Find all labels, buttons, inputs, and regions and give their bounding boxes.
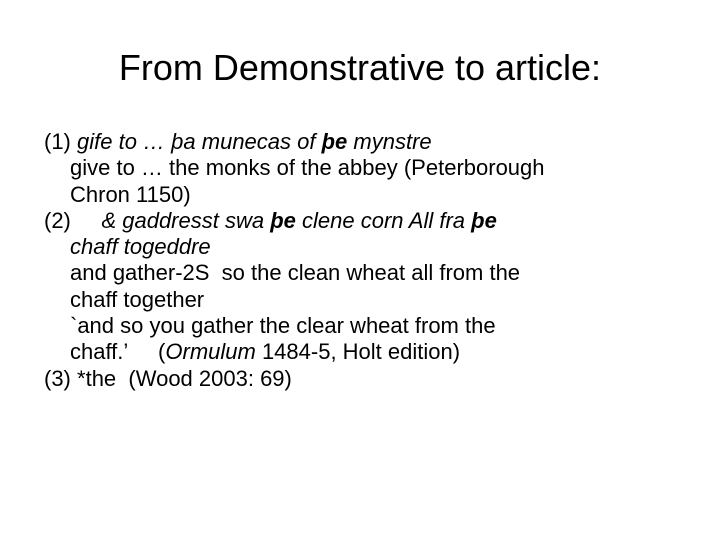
example-2-gloss-1: and gather-2S so the clean wheat all from the — [70, 260, 521, 286]
example-2-line-2: chaff togeddre — [70, 234, 211, 260]
slide-body — [44, 129, 704, 392]
example-1-gloss-1: give to … the monks of the abbey (Peterborough — [70, 155, 545, 181]
example-1-text-c: mynstre — [347, 129, 432, 154]
example-2-gloss-2: chaff together — [70, 286, 205, 312]
example-3-text: *the (Wood 2003: 69) — [77, 365, 292, 391]
example-2-text-a: & gaddresst swa — [101, 207, 271, 233]
example-2-determiner-1: þe — [270, 207, 296, 233]
example-2-determiner-2: þe — [471, 207, 497, 233]
example-3-number: (3) — [44, 365, 71, 391]
example-1-determiner: þe — [321, 129, 348, 154]
example-2-source-title: Ormulum — [165, 339, 256, 365]
example-1-line-1 — [44, 129, 704, 155]
example-2-translation-2-a: chaff.’ ( — [70, 339, 166, 365]
example-1-number: (1) — [44, 129, 71, 154]
example-2-line-1 — [44, 208, 704, 234]
example-1-gloss-2: Chron 1150) — [70, 181, 191, 207]
example-2-translation-2 — [44, 339, 704, 365]
example-3-line — [44, 366, 704, 392]
example-2-text-c: clene corn All fra — [295, 207, 472, 233]
example-2-translation-2-c: 1484-5, Holt edition) — [255, 339, 461, 365]
example-1-text-a: gife to … þa munecas of — [77, 129, 322, 154]
slide-title: From Demonstrative to article: — [118, 47, 602, 88]
example-2-number: (2) — [44, 207, 71, 233]
example-2-translation-1: `and so you gather the clear wheat from the — [70, 313, 496, 339]
